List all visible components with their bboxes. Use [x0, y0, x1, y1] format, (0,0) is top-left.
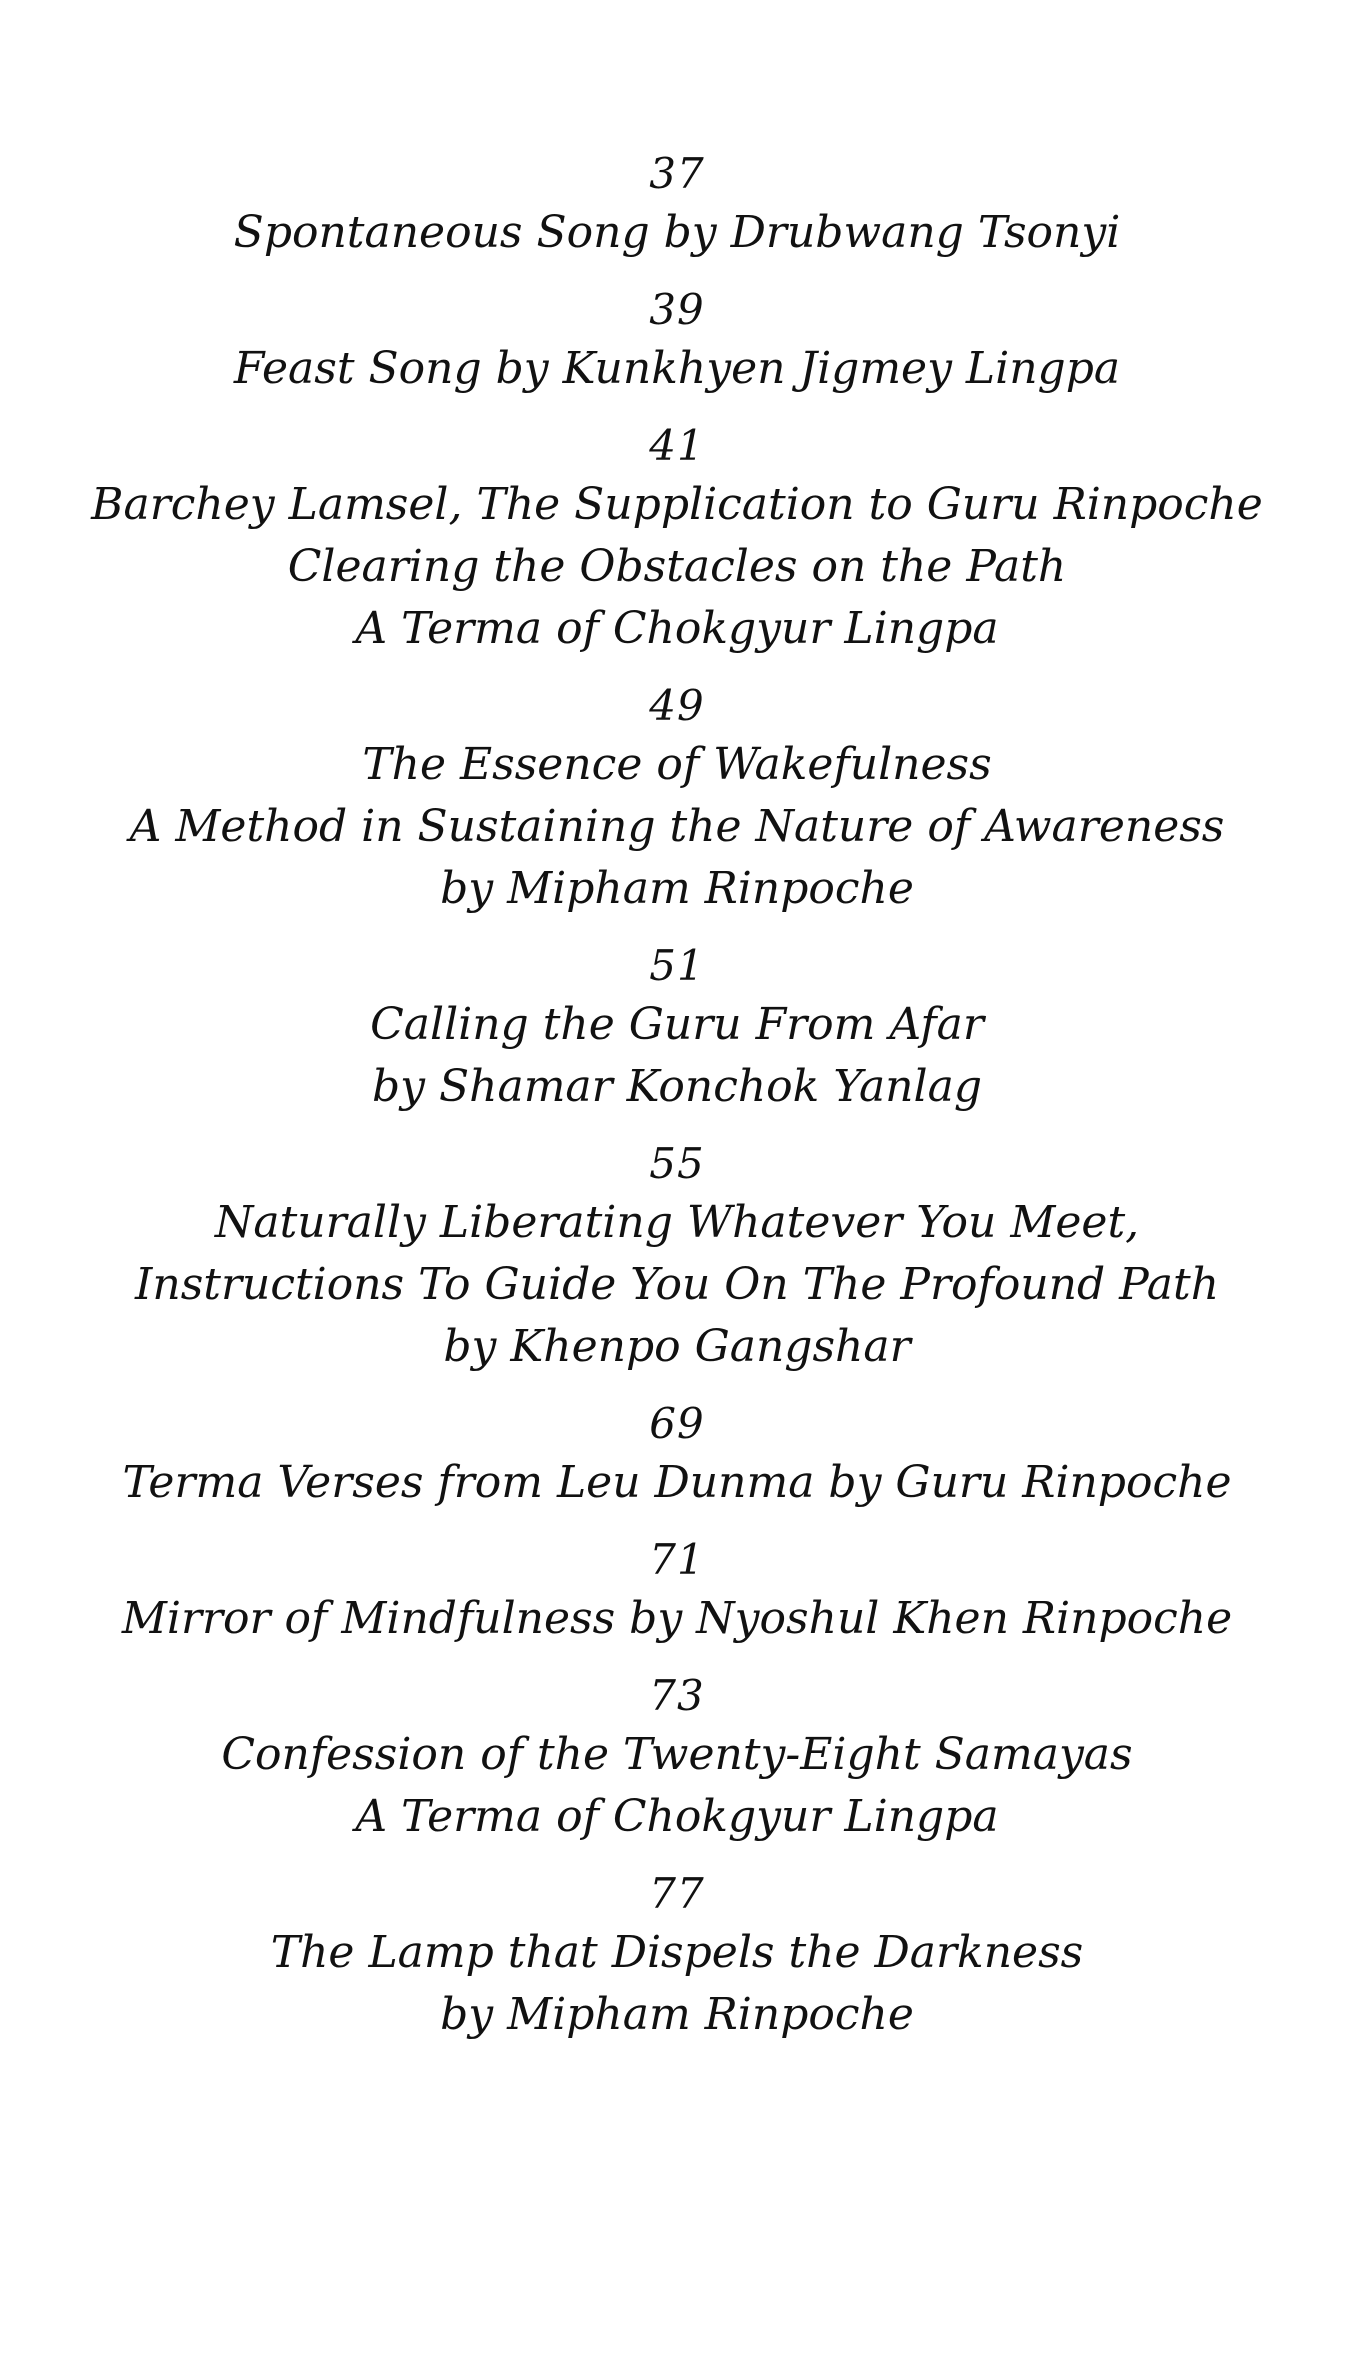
contents-entry — [0, 420, 1354, 660]
entry-title: Mirror of Mindfulness by Nyoshul Khen Rinpoche — [121, 1593, 1233, 1644]
contents-entry — [0, 1534, 1354, 1650]
entry-subtitle: Clearing the Obstacles on the Path — [287, 541, 1067, 592]
page-number: 39 — [649, 285, 705, 334]
entry-title: Spontaneous Song by Drubwang Tsonyi — [233, 207, 1121, 258]
entry-title: Calling the Guru From Afar — [370, 999, 984, 1050]
page-number: 37 — [649, 149, 705, 198]
contents-entry — [0, 148, 1354, 264]
page-number: 55 — [649, 1139, 705, 1188]
page-number: 71 — [649, 1535, 705, 1584]
page-number: 73 — [649, 1671, 705, 1720]
entry-subtitle: A Method in Sustaining the Nature of Awareness — [129, 801, 1225, 852]
page-number: 49 — [649, 681, 705, 730]
entry-title: Feast Song by Kunkhyen Jigmey Lingpa — [233, 343, 1121, 394]
entry-subtitle: Instructions To Guide You On The Profound Path — [134, 1259, 1220, 1310]
entry-title: The Lamp that Dispels the Darkness — [270, 1927, 1084, 1978]
page-number: 69 — [649, 1399, 705, 1448]
entry-attribution: A Terma of Chokgyur Lingpa — [355, 603, 999, 654]
page-number: 77 — [649, 1869, 705, 1918]
entry-attribution: by Khenpo Gangshar — [443, 1321, 911, 1372]
contents-entry — [0, 940, 1354, 1118]
entry-attribution: by Mipham Rinpoche — [440, 1989, 914, 2040]
contents-entry — [0, 1398, 1354, 1514]
entry-attribution: by Shamar Konchok Yanlag — [371, 1061, 982, 1112]
entry-title: The Essence of Wakefulness — [362, 739, 992, 790]
entry-title: Terma Verses from Leu Dunma by Guru Rinpoche — [122, 1457, 1232, 1508]
entry-title: Barchey Lamsel, The Supplication to Guru Rinpoche — [91, 479, 1263, 530]
contents-entry — [0, 1138, 1354, 1378]
entry-attribution: by Mipham Rinpoche — [440, 863, 914, 914]
contents-entry — [0, 1670, 1354, 1848]
entry-title: Naturally Liberating Whatever You Meet, — [214, 1197, 1140, 1248]
contents-entry — [0, 284, 1354, 400]
page-number: 51 — [649, 941, 705, 990]
page-number: 41 — [649, 421, 705, 470]
contents-entry — [0, 680, 1354, 920]
contents-entry — [0, 1868, 1354, 2046]
entry-title: Confession of the Twenty-Eight Samayas — [221, 1729, 1133, 1780]
entry-attribution: A Terma of Chokgyur Lingpa — [355, 1791, 999, 1842]
